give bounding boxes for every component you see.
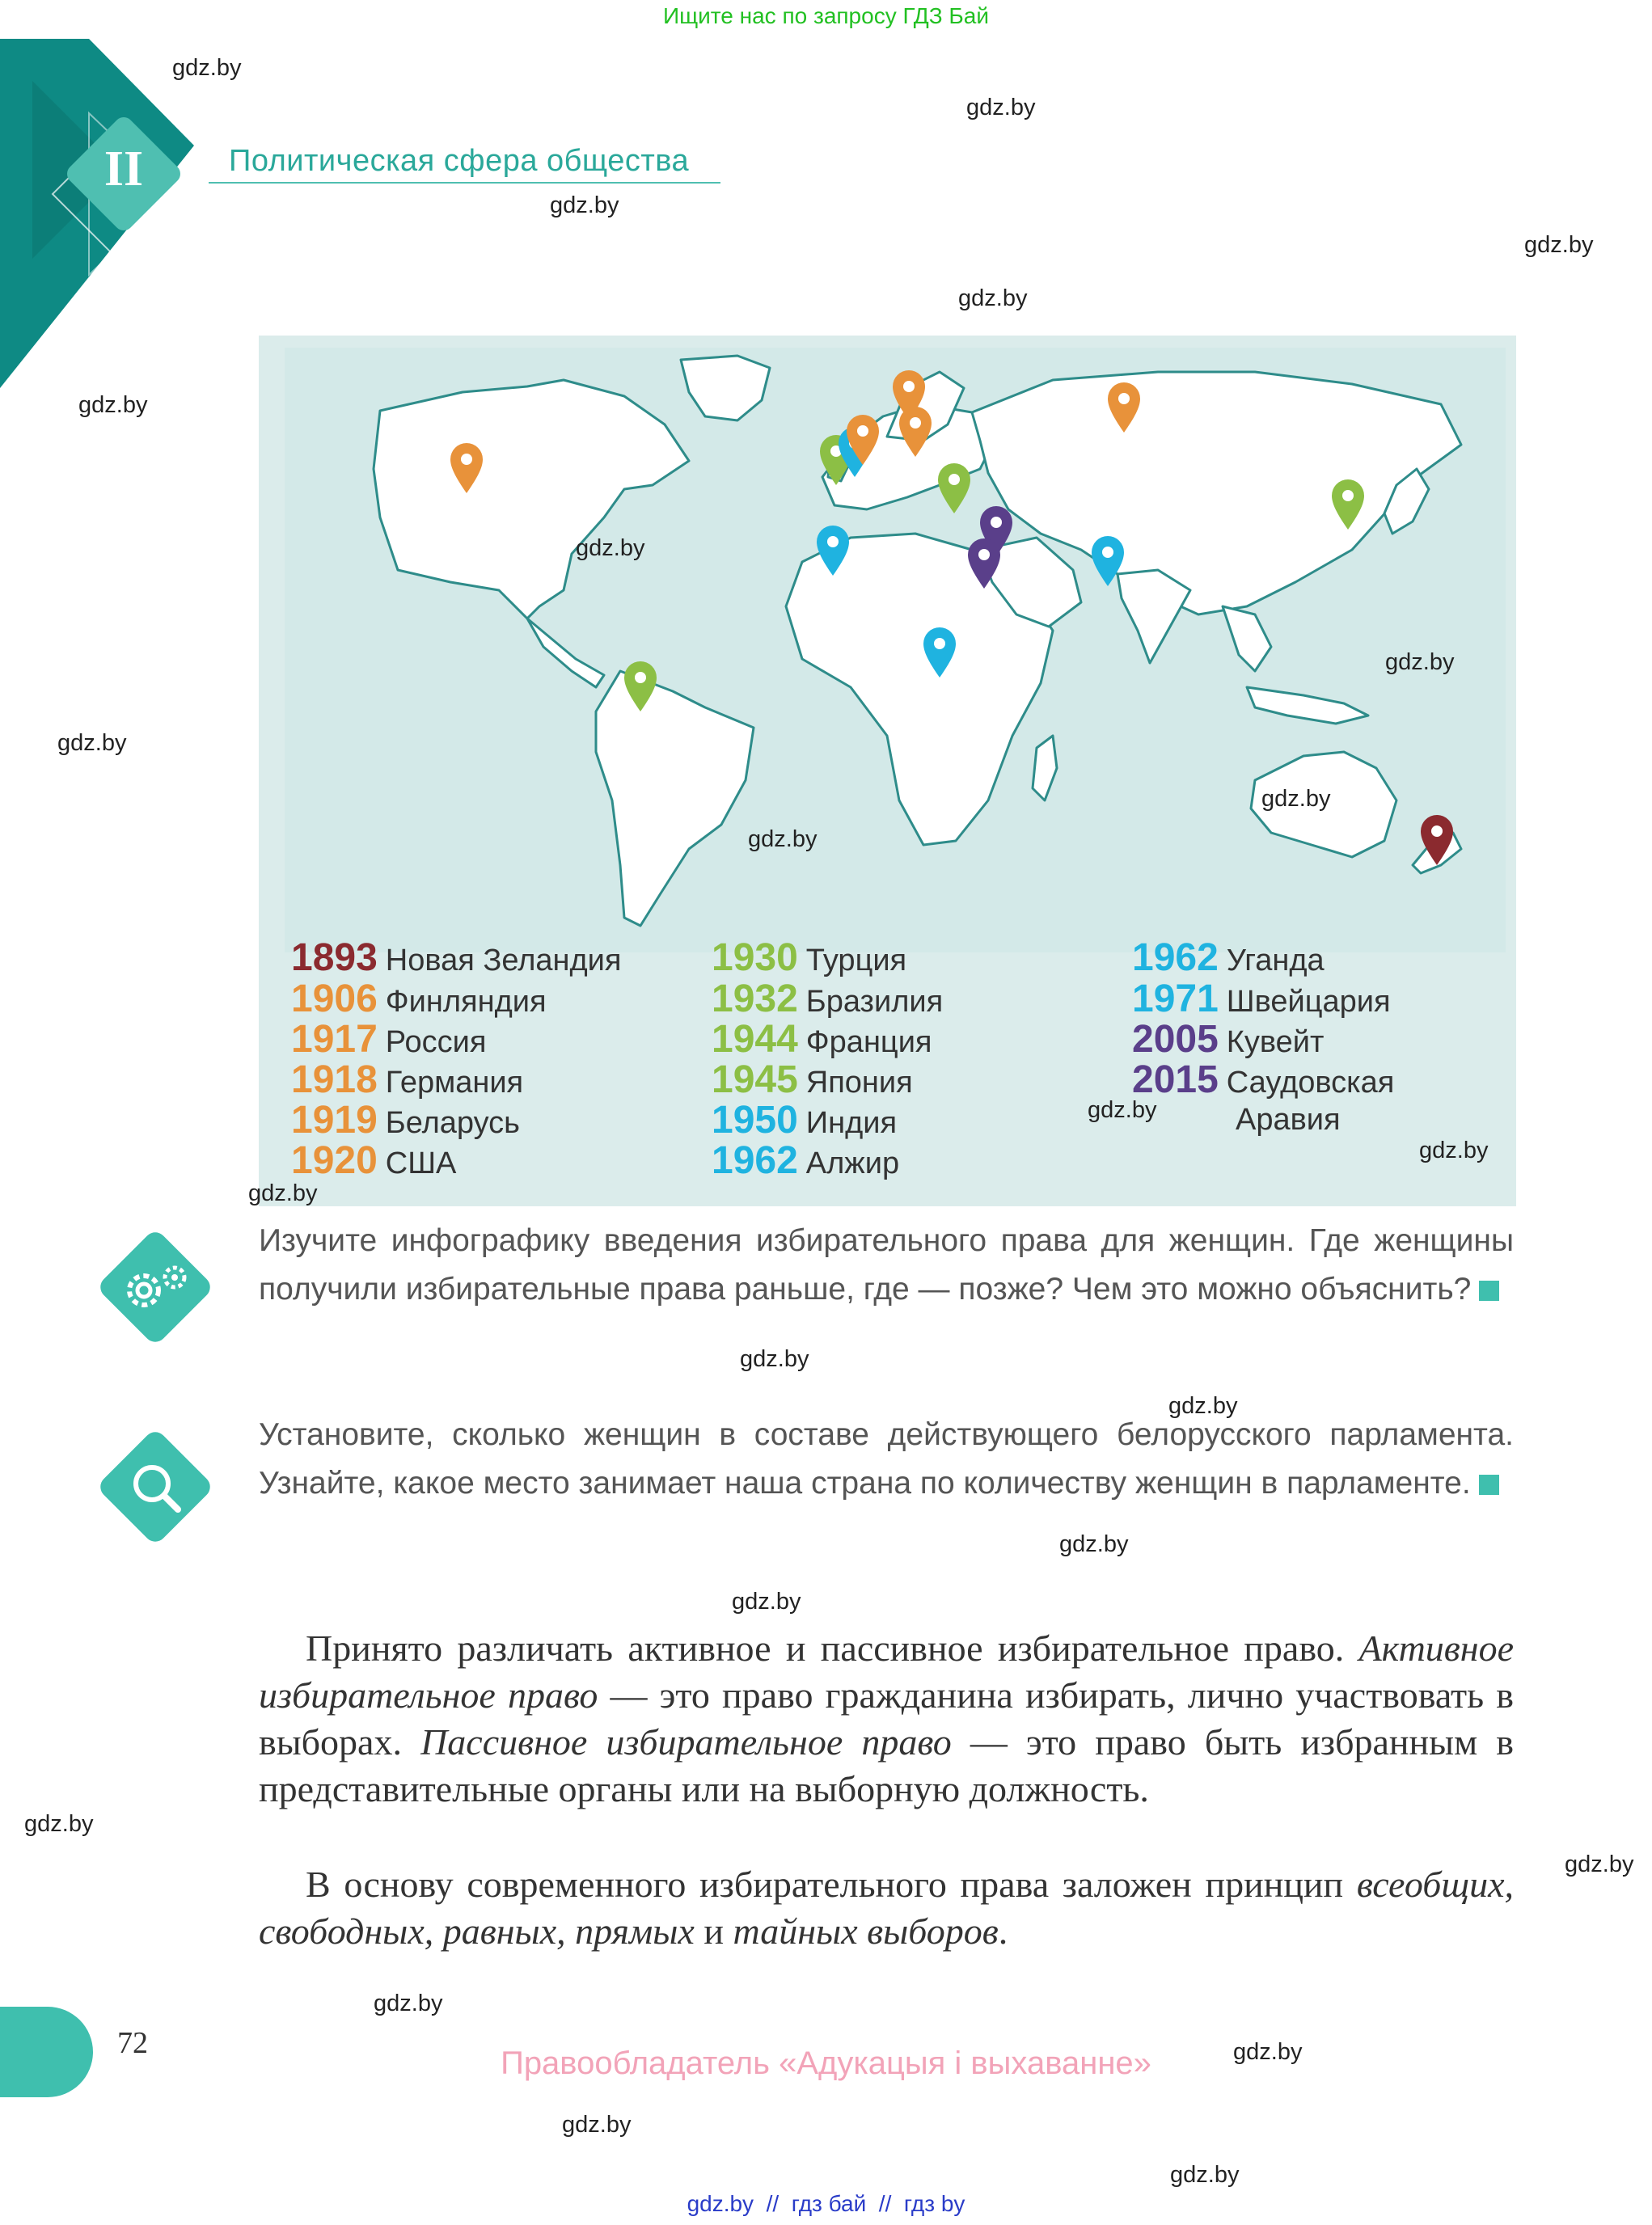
section-title: Политическая сфера общества xyxy=(229,144,690,178)
legend-year: 1945 xyxy=(712,1058,798,1101)
watermark: gdz.by xyxy=(57,730,127,756)
legend-item xyxy=(1132,1058,1394,1102)
paragraph-1: Принято различать активное и пассивное избирательное право. Активное избирательное право — это право гражданина избирать, лично участвовать в выборах. Пассивное избирательное право — это право быть избранным в представительные органы или на выборную должность. xyxy=(259,1628,1515,1809)
watermark: gdz.by xyxy=(78,392,148,418)
legend-item xyxy=(1132,1017,1324,1062)
page-number: 72 xyxy=(117,2026,148,2060)
watermark: gdz.by xyxy=(374,1991,443,2016)
watermark: gdz.by xyxy=(1419,1138,1489,1163)
watermark: gdz.by xyxy=(1088,1097,1157,1123)
legend-item xyxy=(291,977,547,1021)
legend-year: 1918 xyxy=(291,1058,378,1101)
legend-country: Саудовская xyxy=(1226,1066,1395,1100)
legend-country: Кувейт xyxy=(1226,1025,1325,1059)
legend-year: 1919 xyxy=(291,1099,378,1142)
legend-country: США xyxy=(385,1146,457,1180)
watermark: gdz.by xyxy=(966,95,1036,120)
legend-year: 2005 xyxy=(1132,1018,1219,1061)
watermark: gdz.by xyxy=(172,55,242,81)
legend-country: Турция xyxy=(805,944,907,977)
world-map xyxy=(285,348,1506,952)
legend-country: Финляндия xyxy=(385,985,547,1019)
watermark: gdz.by xyxy=(1565,1851,1634,1877)
legend-country: Япония xyxy=(805,1066,913,1100)
task-icon-magnifier xyxy=(95,1427,215,1547)
watermark: gdz.by xyxy=(1261,786,1331,812)
legend-year: 2015 xyxy=(1132,1058,1219,1101)
legend-item xyxy=(1132,977,1391,1021)
footer-links[interactable]: gdz.by // гдз бай // гдз by xyxy=(687,2191,965,2216)
legend-country: Алжир xyxy=(805,1146,900,1180)
legend-country: Бразилия xyxy=(805,985,944,1019)
watermark: gdz.by xyxy=(562,2112,632,2138)
task-1-text xyxy=(259,1217,1514,1314)
legend-item xyxy=(291,1138,456,1183)
legend-year: 1930 xyxy=(712,936,798,979)
watermark: gdz.by xyxy=(1170,2162,1240,2188)
legend-country: Индия xyxy=(805,1106,898,1140)
legend-item xyxy=(712,1017,932,1062)
legend-year: 1920 xyxy=(291,1139,378,1182)
copyright: Правообладатель «Адукацыя і выхаванне» xyxy=(501,2046,1151,2081)
legend-item xyxy=(291,1058,523,1102)
legend-country: Германия xyxy=(385,1066,524,1100)
top-banner[interactable]: Ищите нас по запросу ГДЗ Бай xyxy=(662,3,990,28)
watermark: gdz.by xyxy=(576,535,645,561)
gears-icon xyxy=(118,1261,196,1313)
legend-year: 1893 xyxy=(291,936,378,979)
watermark: gdz.by xyxy=(1168,1393,1238,1419)
legend-year: 1944 xyxy=(712,1018,798,1061)
watermark: gdz.by xyxy=(732,1589,801,1615)
legend-country: Новая Зеландия xyxy=(385,944,622,977)
legend-country: Уганда xyxy=(1226,944,1325,977)
legend-item xyxy=(291,935,621,980)
legend-item xyxy=(712,1138,899,1183)
legend-item xyxy=(291,1098,520,1142)
magnifier-icon xyxy=(128,1459,184,1516)
watermark: gdz.by xyxy=(748,826,818,852)
legend-country: Россия xyxy=(385,1025,487,1059)
legend-item xyxy=(712,977,943,1021)
watermark: gdz.by xyxy=(24,1811,94,1837)
task-1-body: Изучите инфографику введения избирательного права для женщин. Где женщины получили избирательные права раньше, где — позже? Чем это можно объяснить? xyxy=(259,1223,1514,1307)
legend-item xyxy=(291,1017,486,1062)
watermark: gdz.by xyxy=(1233,2039,1303,2065)
end-marker xyxy=(1479,1475,1499,1495)
task-2-text xyxy=(259,1411,1514,1508)
legend-year: 1962 xyxy=(712,1139,798,1182)
legend-year: 1950 xyxy=(712,1099,798,1142)
legend-item xyxy=(712,935,906,980)
watermark: gdz.by xyxy=(1524,232,1594,258)
end-marker xyxy=(1479,1281,1499,1301)
task-2-body: Установите, сколько женщин в составе действующего белорусского парламента. Узнайте, какое место занимает наша страна по количеству женщин в парламенте. xyxy=(259,1417,1514,1501)
legend-year: 1971 xyxy=(1132,977,1219,1020)
title-underline xyxy=(209,182,720,184)
watermark: gdz.by xyxy=(1059,1531,1129,1557)
chapter-badge xyxy=(63,113,184,234)
chapter-numeral: II xyxy=(104,141,144,196)
legend-country: Беларусь xyxy=(385,1106,520,1140)
watermark: gdz.by xyxy=(550,192,619,218)
legend-item xyxy=(712,1058,913,1102)
paragraph-2: В основу современного избирательного права заложен принцип всеобщих, свободных, равных, прямых и тайных выборов. xyxy=(259,1864,1514,1952)
legend-item-continuation: Аравия xyxy=(1236,1103,1341,1137)
legend-year: 1917 xyxy=(291,1018,378,1061)
legend-item xyxy=(712,1098,897,1142)
legend-item xyxy=(1132,935,1325,980)
watermark: gdz.by xyxy=(958,285,1028,311)
legend-year: 1932 xyxy=(712,977,798,1020)
watermark: gdz.by xyxy=(248,1180,318,1206)
legend-year: 1906 xyxy=(291,977,378,1020)
task-icon-gears xyxy=(95,1227,215,1347)
legend-country: Франция xyxy=(805,1025,932,1059)
watermark: gdz.by xyxy=(1385,649,1455,675)
watermark: gdz.by xyxy=(740,1346,809,1372)
legend-year: 1962 xyxy=(1132,936,1219,979)
legend-country: Швейцария xyxy=(1226,985,1391,1019)
